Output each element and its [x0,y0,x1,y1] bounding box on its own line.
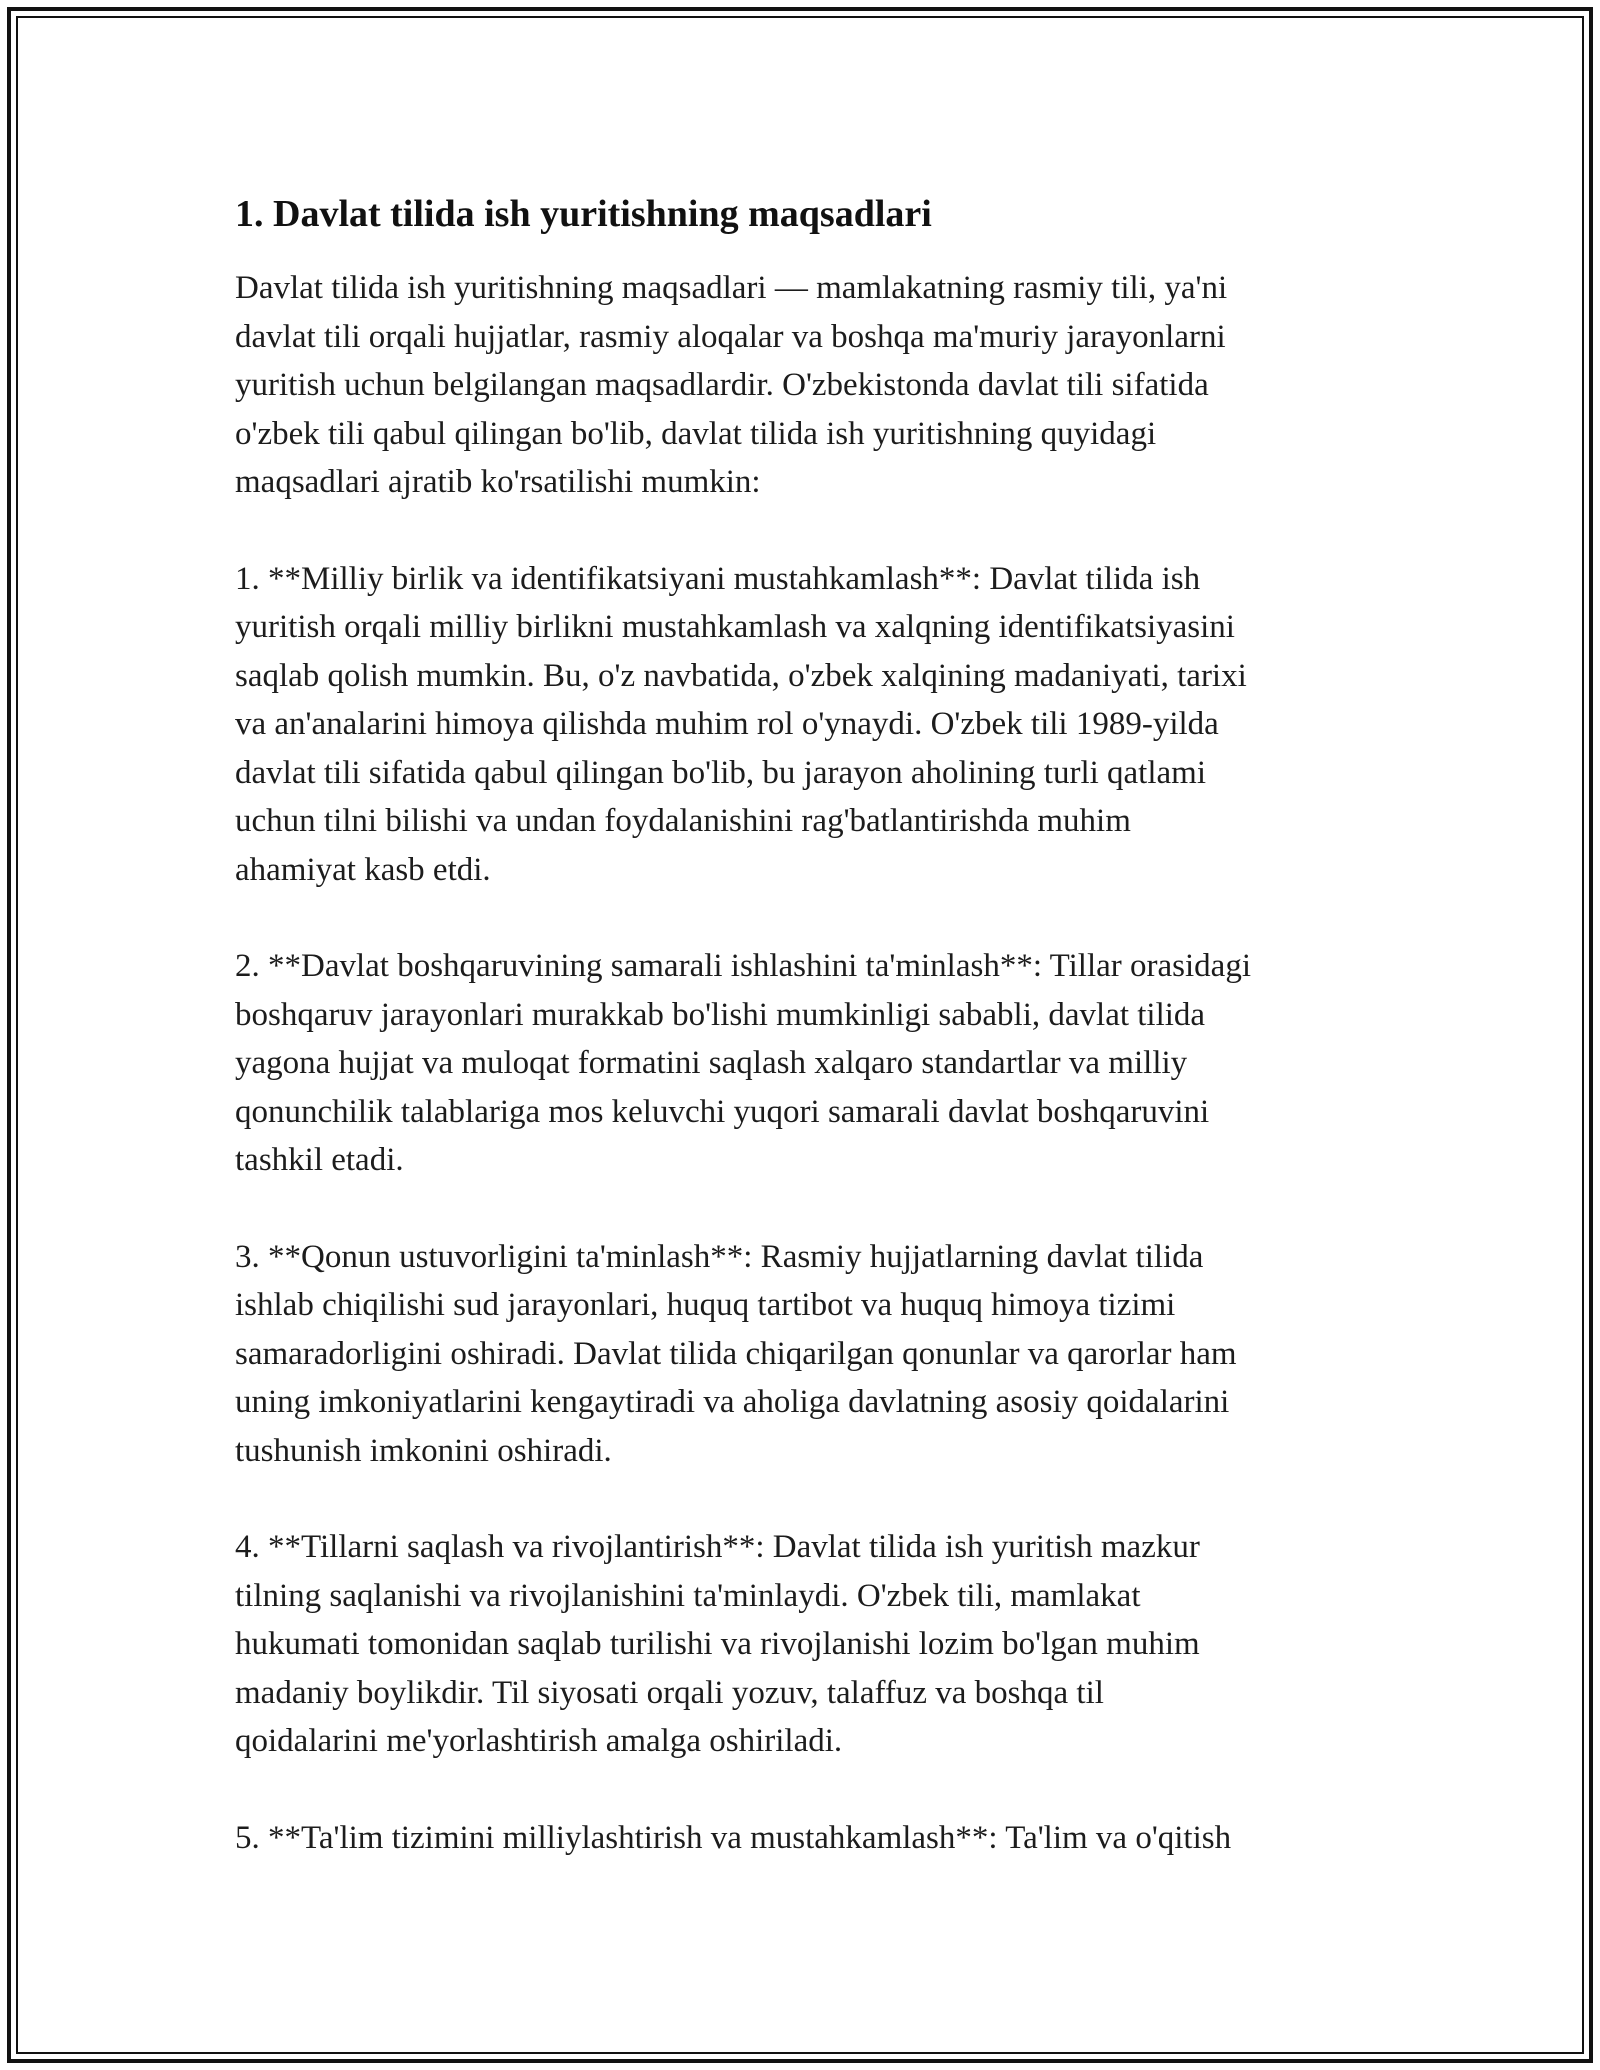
text-line: tashkil etadi. [235,1142,404,1178]
list-item-2 [235,942,1375,1185]
text-line: samaradorligini oshiradi. Davlat tilida chiqarilgan qonunlar va qarorlar ham [235,1335,1237,1372]
text-line: yuritish orqali milliy birlikni mustahkamlash va xalqning identifikatsiyasini [235,609,1235,645]
text-line: davlat tili orqali hujjatlar, rasmiy aloqalar va boshqa ma'muriy jarayonlarni [235,318,1226,355]
text-line: ishlab chiqilishi sud jarayonlari, huquq tartibot va huquq himoya tizimi [235,1287,1176,1323]
section-heading: 1. Davlat tilida ish yuritishning maqsadlari [235,193,932,235]
text-line: maqsadlari ajratib ko'rsatilishi mumkin: [235,464,761,500]
text-line: Davlat tilida ish yuritishning maqsadlari — mamlakatning rasmiy tili, ya'ni [235,270,1228,306]
intro-paragraph [235,264,1375,507]
text-line: tilning saqlanishi va rivojlanishini ta'minlaydi. O'zbek tili, mamlakat [235,1577,1141,1614]
text-line: 3. **Qonun ustuvorligini ta'minlash**: Rasmiy hujjatlarning davlat tilida [235,1238,1204,1275]
list-item-5 [235,1814,1375,1863]
text-line: ahamiyat kasb etdi. [235,851,491,888]
list-item-4 [235,1523,1375,1766]
text-line: tushunish imkonini oshiradi. [235,1432,612,1469]
text-line: qoidalarini me'yorlashtirish amalga oshiriladi. [235,1723,843,1759]
text-line: yuritish uchun belgilangan maqsadlardir. O'zbekistonda davlat tili sifatida [235,367,1209,403]
text-line: uning imkoniyatlarini kengaytiradi va aholiga davlatning asosiy qoidalarini [235,1384,1230,1420]
text-line: madaniy boylikdir. Til siyosati orqali yozuv, talaffuz va boshqa til [235,1674,1104,1711]
text-line: saqlab qolish mumkin. Bu, o'z navbatida, o'zbek xalqining madaniyati, tarixi [235,657,1247,694]
list-item-1 [235,555,1375,895]
text-line: 4. **Tillarni saqlash va rivojlantirish**: Davlat tilida ish yuritish mazkur [235,1529,1200,1565]
document-body [235,190,1375,1910]
text-line: davlat tili sifatida qabul qilingan bo'lib, bu jarayon aholining turli qatlami [235,754,1207,791]
text-line: yagona hujjat va muloqat formatini saqlash xalqaro standartlar va milliy [235,1045,1188,1081]
text-line: hukumati tomonidan saqlab turilishi va rivojlanishi lozim bo'lgan muhim [235,1626,1200,1662]
text-line: qonunchilik talablariga mos keluvchi yuqori samarali davlat boshqaruvini [235,1093,1210,1130]
text-line: boshqaruv jarayonlari murakkab bo'lishi mumkinligi sababli, davlat tilida [235,996,1206,1033]
text-line: o'zbek tili qabul qilingan bo'lib, davlat tilida ish yuritishning quyidagi [235,415,1157,452]
text-line: 5. **Ta'lim tizimini milliylashtirish va mustahkamlash**: Ta'lim va o'qitish [235,1819,1232,1856]
text-line: va an'analarini himoya qilishda muhim rol o'ynaydi. O'zbek tili 1989-yilda [235,706,1219,742]
text-line: 1. **Milliy birlik va identifikatsiyani mustahkamlash**: Davlat tilida ish [235,560,1201,597]
list-item-3 [235,1233,1375,1476]
text-line: uchun tilni bilishi va undan foydalanishini rag'batlantirishda muhim [235,803,1131,839]
text-line: 2. **Davlat boshqaruvining samarali ishlashini ta'minlash**: Tillar orasidagi [235,948,1251,984]
